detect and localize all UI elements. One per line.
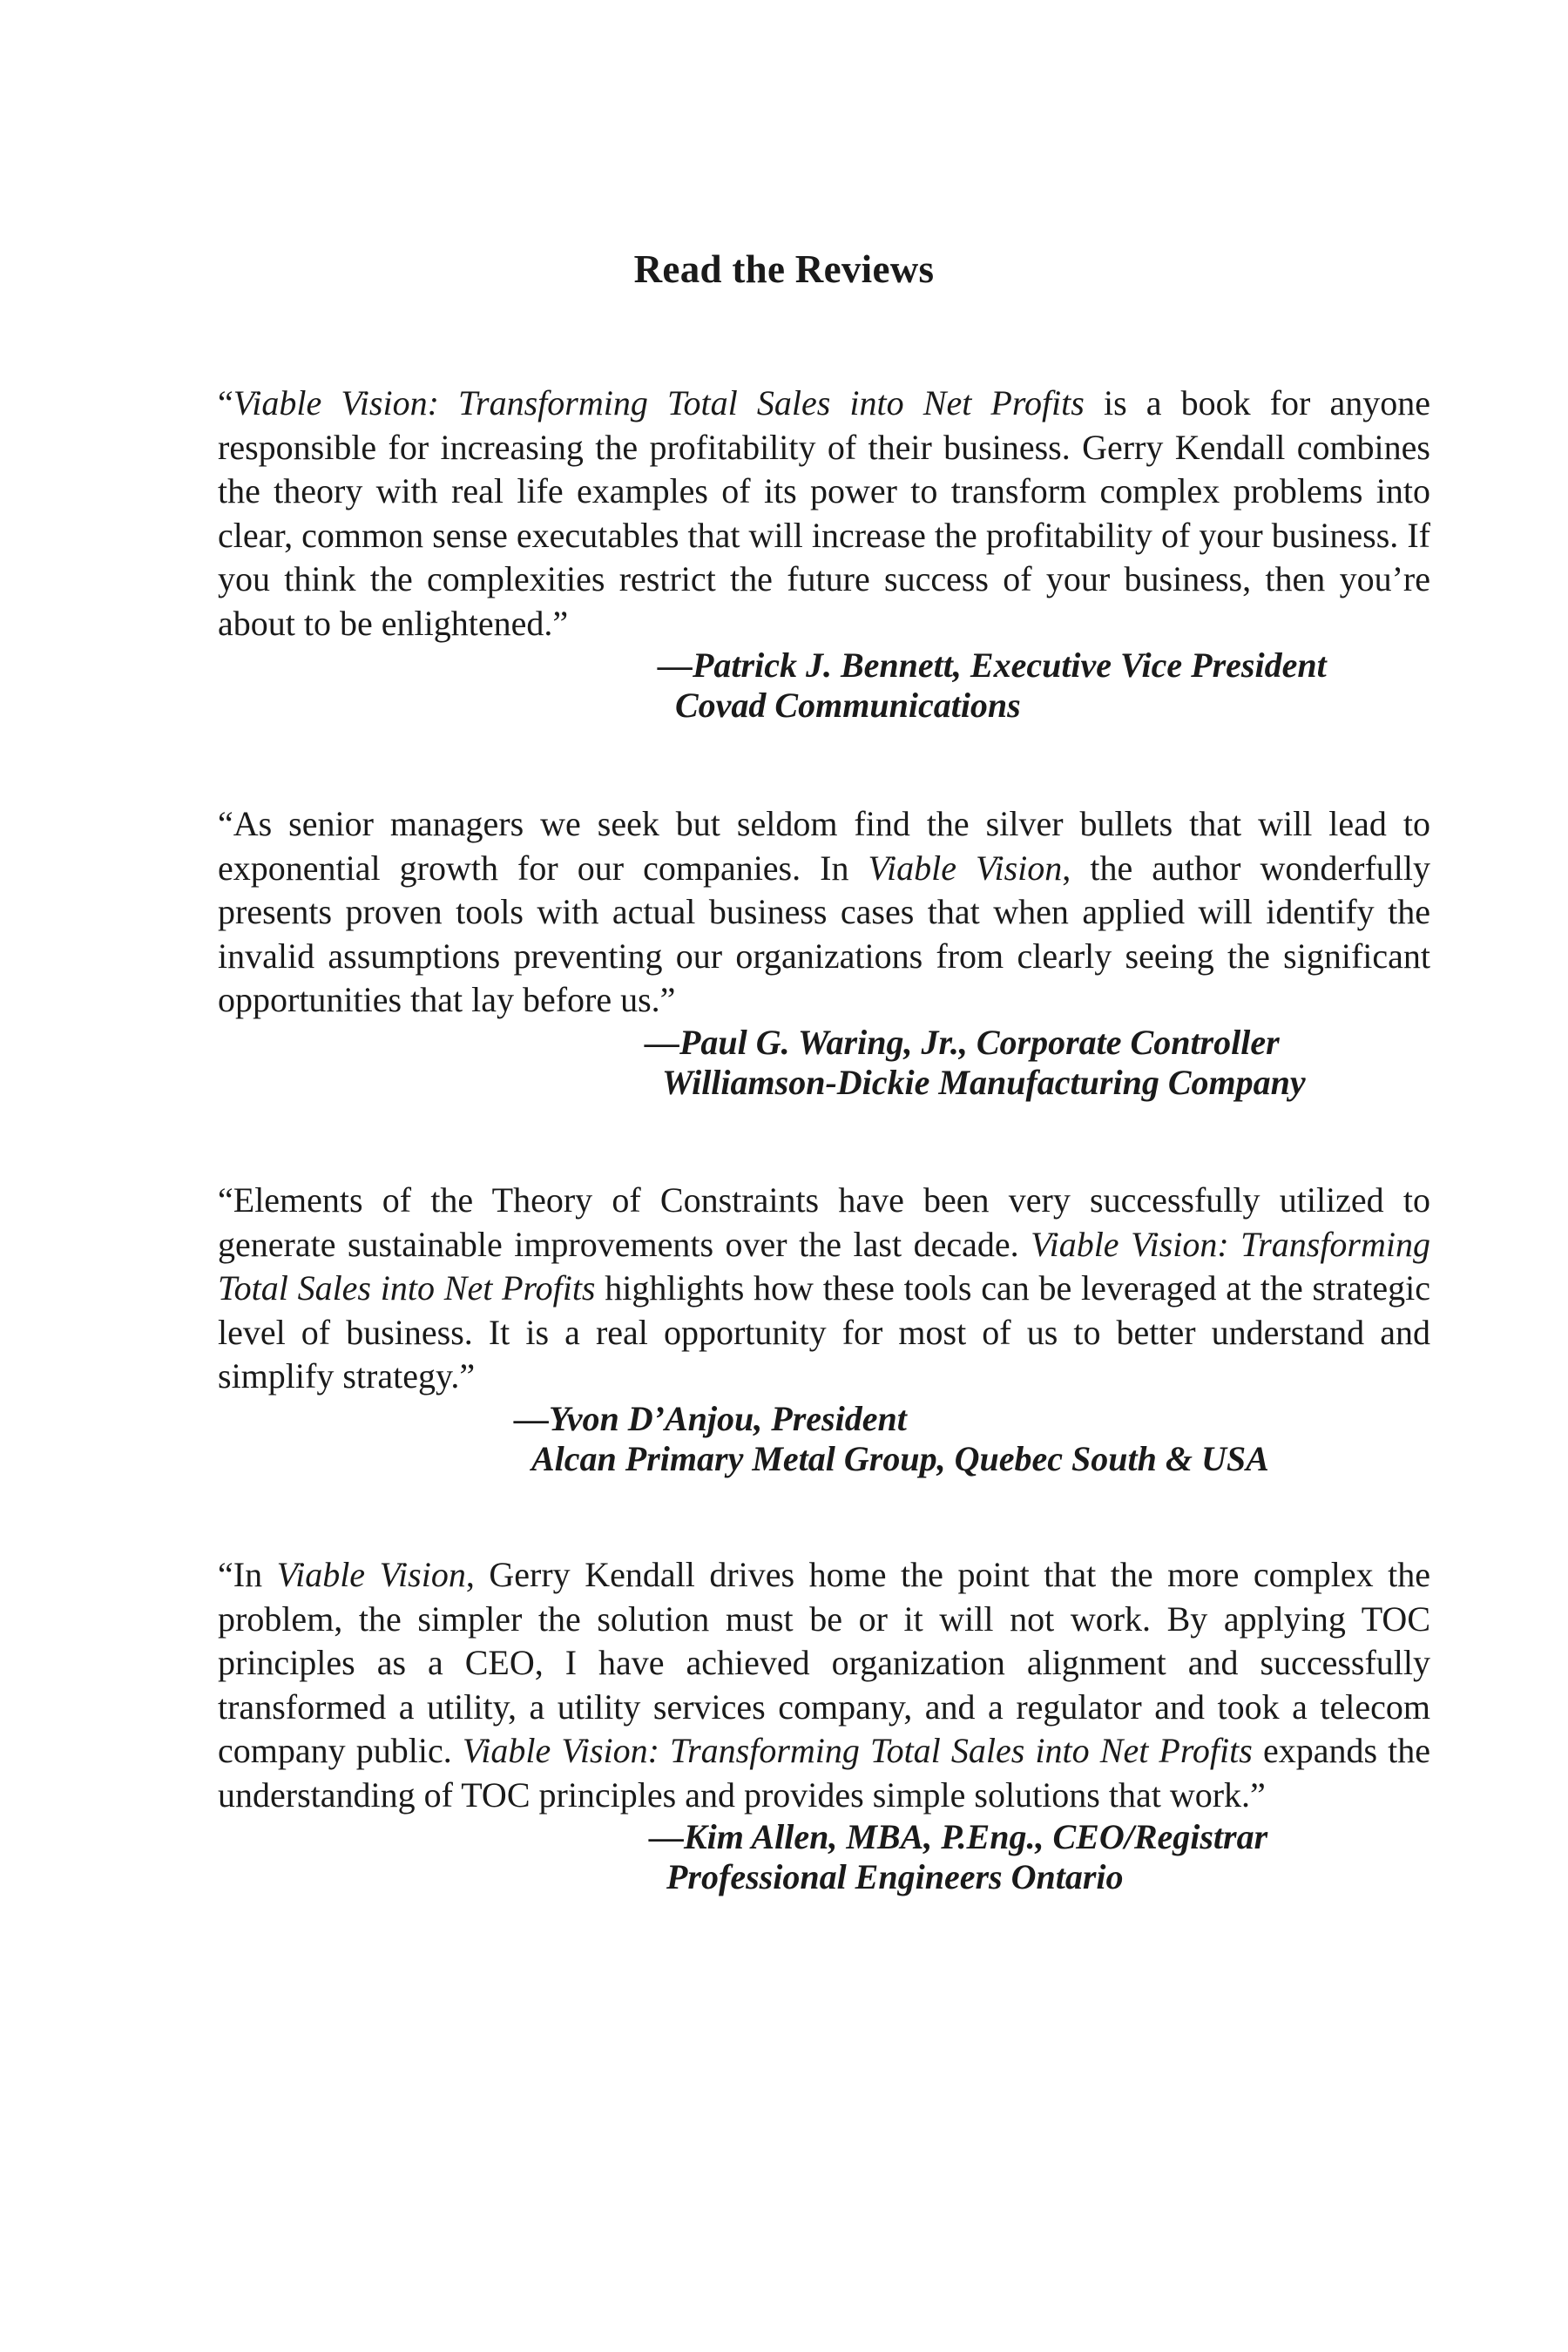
review-attribution	[514, 1399, 1430, 1479]
quote-segment: “As senior managers we seek but seldom find the silver bullets that will lead to exponential growth for our companies. In	[218, 804, 1430, 888]
review-quote	[218, 1553, 1430, 1817]
review-3	[218, 1179, 1430, 1479]
review-quote	[218, 382, 1430, 645]
reviewer-organization: Williamson-Dickie Manufacturing Company	[662, 1062, 1306, 1102]
book-title-italic: Viable Vision: Transforming Total Sales into Net Profits	[218, 1224, 1431, 1308]
review-1	[218, 382, 1430, 726]
review-2	[218, 802, 1430, 1103]
review-attribution	[658, 645, 1430, 726]
quote-segment: , Gerry Kendall drives home the point that the more complex the problem, the simpler the solution must be or it will not work. By applying TOC principles as a CEO, I have achieved organization alignment and successfully transformed a utility, a utility services company, and a regulator and took a telecom company public.	[218, 1555, 1430, 1770]
reviewer-organization: Covad Communications	[675, 686, 1021, 725]
review-attribution	[649, 1817, 1430, 1897]
book-title-italic: Viable Vision: Transforming Total Sales into Net Profits	[233, 383, 1085, 422]
review-quote	[218, 802, 1430, 1023]
book-title-italic: Viable Vision: Transforming Total Sales into Net Profits	[462, 1731, 1253, 1770]
quote-segment: “In	[218, 1555, 277, 1594]
book-title-italic: Viable Vision	[868, 848, 1063, 888]
quote-segment: highlights how these tools can be leveraged at the strategic level of business. It is a real opportunity for most of us to better understand and simplify strategy.”	[218, 1268, 1430, 1396]
reviewer-name: —Yvon D’Anjou, President	[514, 1398, 907, 1438]
reviewer-name: —Paul G. Waring, Jr., Corporate Controller	[645, 1022, 1280, 1062]
page-title: Read the Reviews	[633, 247, 935, 291]
book-title-italic: Viable Vision	[276, 1555, 466, 1594]
review-quote	[218, 1179, 1430, 1399]
review-attribution	[645, 1023, 1430, 1103]
reviewer-organization: Professional Engineers Ontario	[666, 1857, 1124, 1896]
quote-segment: “	[218, 383, 233, 422]
reviewer-organization: Alcan Primary Metal Group, Quebec South & USA	[531, 1438, 1269, 1478]
review-4	[218, 1553, 1430, 1897]
quote-segment: , the author wonderfully presents proven tools with actual business cases that when applied will identify the invalid assumptions preventing our organizations from clearly seeing the significant opportunities that lay before us.”	[218, 848, 1430, 1019]
reviewer-name: —Kim Allen, MBA, P.Eng., CEO/Registrar	[649, 1817, 1268, 1856]
quote-segment: “Elements of the Theory of Constraints have been very successfully utilized to generate sustainable improvements over the last decade.	[218, 1180, 1430, 1264]
quote-segment: is a book for anyone responsible for increasing the profitability of their business. Gerry Kendall combines the theory with real life examples of its power to transform complex problems into clear, common sense executables that will increase the profitability of your business. If you think the complexities restrict the future success of your business, then you’re about to be enlightened.”	[218, 383, 1430, 643]
quote-segment: expands the understanding of TOC principles and provides simple solutions that work.”	[218, 1731, 1430, 1815]
reviewer-name: —Patrick J. Bennett, Executive Vice President	[658, 645, 1327, 685]
